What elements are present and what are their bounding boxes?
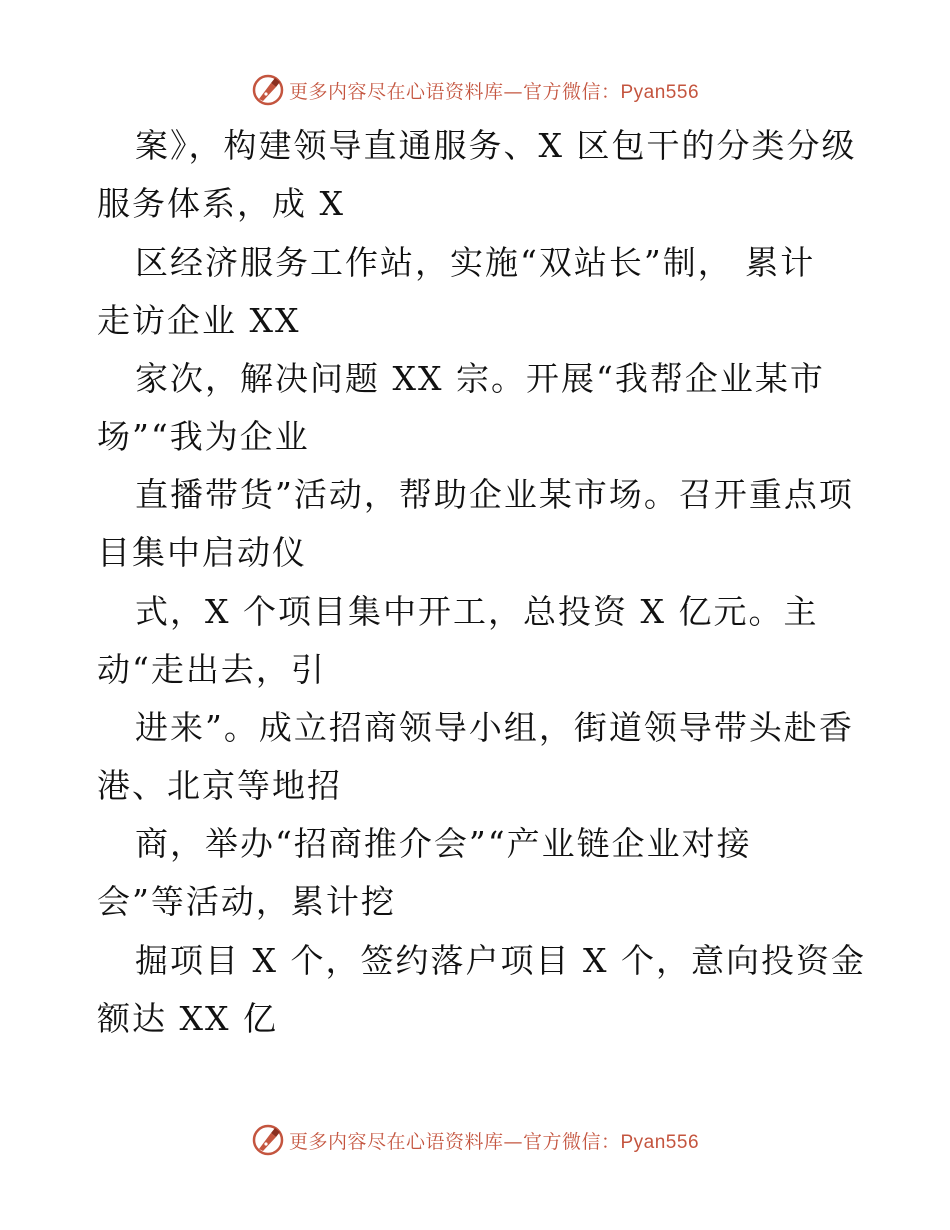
body-line: 场”“我为企业: [97, 417, 310, 456]
footer-banner: [0, 1120, 950, 1160]
body-line: 会”等活动，累计挖: [97, 882, 396, 921]
body-line: 港、北京等地招: [97, 766, 342, 805]
body-line: 直播带货”活动，帮助企业某市场。召开重点项: [135, 475, 854, 514]
footer-text: 更多内容尽在心语资料库—官方微信：Pyan556: [288, 1130, 700, 1153]
body-line: 区经济服务工作站，实施“双站长”制， 累计: [135, 243, 816, 282]
body-line: 式，X 个项目集中开工，总投资 X 亿元。主: [135, 592, 819, 631]
body-line: 商，举办“招商推介会”“产业链企业对接: [135, 824, 752, 863]
body-line: 目集中启动仪: [97, 533, 307, 572]
body-line: 动“走出去，引: [97, 650, 326, 689]
body-line: 家次，解决问题 XX 宗。开展“我帮企业某市: [135, 359, 825, 398]
body-line: 掘项目 X 个，签约落户项目 X 个，意向投资金: [135, 941, 866, 980]
body-line: 走访企业 XX: [97, 301, 301, 340]
body-line: 案》，构建领导直通服务、X 区包干的分类分级: [135, 126, 857, 165]
header-text: 更多内容尽在心语资料库—官方微信：Pyan556: [288, 80, 700, 103]
body-line: 进来”。成立招商领导小组，街道领导带头赴香: [135, 708, 854, 747]
header-banner: [0, 70, 950, 110]
body-line: 额达 XX 亿: [97, 999, 278, 1038]
pen-nib-circle-icon: [251, 1123, 285, 1157]
pen-nib-circle-icon: [251, 73, 285, 107]
body-line: 服务体系，成 X: [97, 184, 345, 223]
